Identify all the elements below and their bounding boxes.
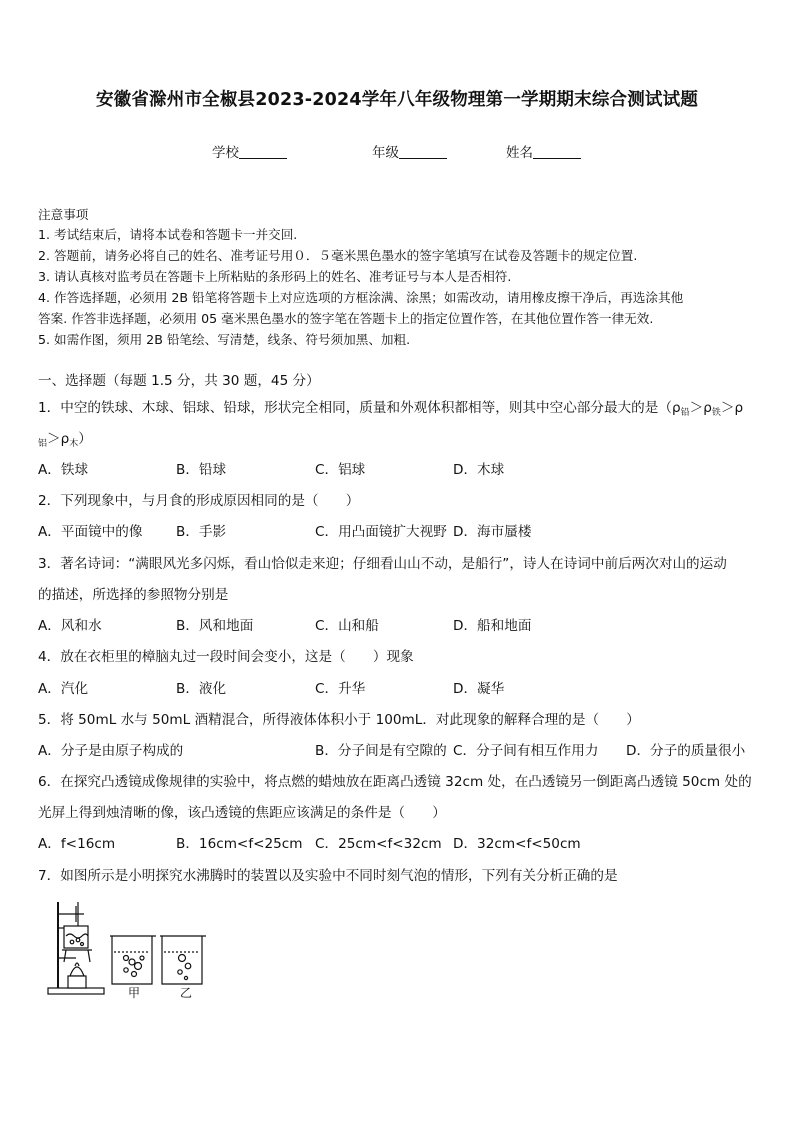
q5-option-c: C．分子间有相互作用力 [453,743,599,759]
q4-option-b: B．液化 [176,681,227,697]
q4-option-a: A．汽化 [38,681,89,697]
page-title: 安徽省滁州市全椒县2023-2024学年八年级物理第一学期期末综合测试试题 [95,90,699,110]
notice-item: 答案. 作答非选择题，必须用 05 毫米黑色墨水的签字笔在答题卡上的指定位置作答，在其他位置作答一律无效. [38,311,654,326]
question-4: 4．放在衣柜里的樟脑丸过一段时间会变小，这是（ ）现象 [38,649,414,665]
school-label: 学校 [212,145,239,161]
section-heading: 一、选择题（每题 1.5 分，共 30 题，45 分） [38,373,320,389]
q2-option-d: D．海市蜃楼 [453,524,532,540]
beaker-jia [110,936,156,984]
figure-label-yi: 乙 [180,986,193,1000]
question-3-line-2: 的描述，所选择的参照物分别是 [38,587,229,603]
q1-gt: ＞ρ [720,400,744,416]
q3-option-b: B．风和地面 [176,618,254,634]
question-7: 7．如图所示是小明探究水沸腾时的装置以及实验中不同时刻气泡的情形，下列有关分析正确的是 [38,868,618,884]
q1-option-c: C．铝球 [315,462,366,478]
q2-option-b: B．手影 [176,524,227,540]
q5-option-b: B．分子间是有空隙的 [315,743,447,759]
q1-option-d: D．木球 [453,462,505,478]
q1-sub: 铝 [38,439,48,449]
q1-sub: 木 [69,439,79,449]
apparatus-stand [48,902,104,994]
q5-option-a: A．分子是由原子构成的 [38,743,184,759]
question-5: 5．将 50mL 水与 50mL 酒精混合，所得液体体积小于 100mL．对此现象的解释合理的是（ ） [38,712,640,728]
notice-item: 1. 考试结束后，请将本试卷和答题卡一并交回. [38,227,298,242]
notice-item: 4. 作答选择题，必须用 2B 铅笔将答题卡上对应选项的方框涂满、涂黑；如需改动，请用橡皮擦干净后，再选涂其他 [38,290,684,305]
q3-option-a: A．风和水 [38,618,102,634]
q6-option-c: C．25cm<f<32cm [315,836,442,852]
q1-text: 1．中空的铁球、木球、铝球、铅球，形状完全相同，质量和外观体积都相等，则其中空心部分最大的是（ρ [38,400,681,416]
notice-heading: 注意事项 [38,207,89,222]
q1-end: ） [78,431,92,447]
school-field [212,141,287,161]
q1-sub: 铅 [680,408,690,418]
q4-option-c: C．升华 [315,681,366,697]
name-field [506,141,581,161]
q3-option-d: D．船和地面 [453,618,532,634]
q1-option-b: B．铅球 [176,462,227,478]
question-6-line-1: 6．在探究凸透镜成像规律的实验中，将点燃的蜡烛放在距离凸透镜 32cm 处，在凸透镜另一倒距离凸透镜 50cm 处的 [38,774,752,790]
beaker-yi [160,936,206,984]
question-2: 2．下列现象中，与月食的形成原因相同的是（ ） [38,493,360,509]
grade-blank [399,145,447,159]
q5-option-d: D．分子的质量很小 [626,743,746,759]
name-label: 姓名 [506,145,533,161]
question-3-line-1: 3．著名诗词：“满眼风光多闪烁，看山恰似走来迎；仔细看山山不动，是船行”，诗人在诗词中前后两次对山的运动 [38,556,727,572]
q6-option-d: D．32cm<f<50cm [453,836,581,852]
q6-option-a: A．f<16cm [38,836,116,852]
notice-item: 3. 请认真核对监考员在答题卡上所粘贴的条形码上的姓名、准考证号与本人是否相符. [38,269,512,284]
q1-gt: ＞ρ [689,400,712,416]
q2-option-c: C．用凸面镜扩大视野 [315,524,447,540]
q4-option-d: D．凝华 [453,681,505,697]
notice-item: 5. 如需作图，须用 2B 铅笔绘、写清楚，线条、符号须加黑、加粗. [38,332,411,347]
question-1-line-2 [38,427,92,449]
question-6-line-2: 光屏上得到烛清晰的像，该凸透镜的焦距应该满足的条件是（ ） [38,805,446,821]
q6-option-b: B．16cm<f<25cm [176,836,303,852]
q1-sub: 铁 [711,408,721,418]
question-1-line-1 [38,396,743,418]
name-blank [533,145,581,159]
grade-field [372,141,447,161]
school-blank [239,145,287,159]
q3-option-c: C．山和船 [315,618,379,634]
boiling-experiment-figure [44,896,214,1002]
notice-item: 2. 答题前，请务必将自己的姓名、准考证号用０．５毫米黑色墨水的签字笔填写在试卷及答题卡的规定位置. [38,248,638,263]
grade-label: 年级 [372,145,399,161]
figure-label-jia: 甲 [128,986,141,1000]
q1-option-a: A．铁球 [38,462,89,478]
q1-gt: ＞ρ [47,431,70,447]
q2-option-a: A．平面镜中的像 [38,524,143,540]
